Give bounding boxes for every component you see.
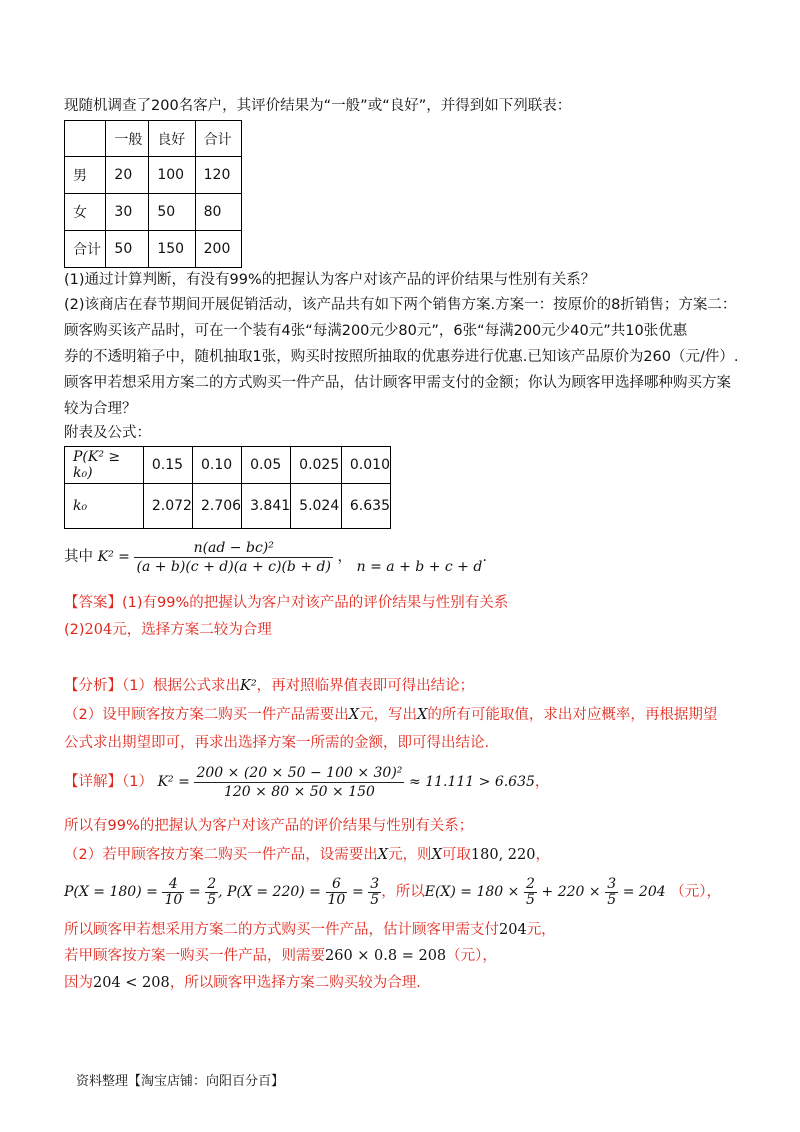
table-cell: 5.024 [291,484,342,529]
analysis-line-1: 【分析】（1）根据公式求出K²，再对照临界值表即可得出结论； [64,678,475,694]
detail-line-4: P(X = 180) = $\frac{4}{10}$ = $\frac{2}{5}$ , P(X = 220) = $\frac{6}{10}$ = $\frac{3}{5}$ ，所以E(X) = 180 × $\frac{2}{5}$ + 220 × $\frac{3}{5}$ = 204 （元）， [64,875,722,908]
question-1: (1)通过计算判断，有没有99%的把握认为客户对该产品的评价结果与性别有关系？ [64,272,596,288]
formula-numerator: n(ad − bc)² [134,539,332,558]
table-cell: 20 [106,157,149,194]
table-cell: 合计 [65,231,106,268]
analysis-tag: 【分析】 [64,678,122,694]
answer-line-1: 【答案】(1)有99%的把握认为客户对该产品的评价结果与性别有关系 [64,595,509,611]
analysis-line-2: （2）设甲顾客按方案二购买一件产品需要出X元，写出X的所有可能取值，求出对应概率，再根据期望 [64,707,718,723]
detail-line-7: 因为204 < 208，所以顾客甲选择方案二购买较为合理. [64,975,421,991]
table-cell: 30 [106,194,149,231]
formula-n-def: n = a + b + c + d [356,559,483,575]
detail-line-5: 所以顾客甲若想采用方案二的方式购买一件产品，估计顾客甲需支付204元， [64,922,556,938]
table-header: 良好 [149,121,195,157]
contingency-table [64,120,242,268]
answer-tag: 【答案】 [64,595,122,611]
critical-value-table [64,446,391,529]
table-title: 附表及公式： [64,425,151,441]
table-cell: 50 [106,231,149,268]
detail-line-2: 所以有99%的把握认为客户对该产品的评价结果与性别有关系； [64,818,474,834]
table-cell: 0.10 [192,447,241,484]
answer-line-2: (2)204元，选择方案二较为合理 [64,622,272,638]
formula: 其中 K² = $\frac{\text{n(ad − bc)²}}{(a + b)(c + d)(a + c)(b + d)}$ ， n = a + b + c + d. [64,539,487,575]
table-cell: 0.025 [291,447,342,484]
formula-lhs: K² = [97,549,130,565]
formula-fraction [134,539,332,576]
question-2-line: (2)该商店在春节期间开展促销活动，该产品共有如下两个销售方案.方案一：按原价的8折销售；方案二： [64,297,737,313]
table-header: 一般 [106,121,149,157]
analysis-line-3: 公式求出期望即可，再求出选择方案一所需的金额，即可得出结论. [64,735,490,751]
table-cell: 2.706 [192,484,241,529]
question-2-line: 顾客购买该产品时，可在一个装有4张“每满200元少80元”，6张“每满200元少40元”共10张优惠 [64,323,688,339]
detail-k2-fraction: $\frac{\text{200 × (20 × 50 − 100 × 30)²}}{120 \times 80 \times 50 \times 150}$ [196,764,403,800]
detail-tag: 【详解】 [64,774,122,790]
question-2-line: 较为合理？ [64,401,137,417]
table-cell: 200 [195,231,241,268]
table-cell: 50 [149,194,195,231]
table-cell: 100 [149,157,195,194]
formula-denominator: (a + b)(c + d)(a + c)(b + d) [136,558,331,575]
detail-line-3: （2）若甲顾客按方案二购买一件产品，设需要出X元，则X可取180, 220， [64,847,550,863]
formula-prefix: 其中 [64,549,93,565]
intro-text: 现随机调查了200名客户，其评价结果为“一般”或“良好”，并得到如下列联表： [64,98,572,114]
table-cell: 0.05 [242,447,291,484]
table-cell: 2.072 [143,484,192,529]
detail-line-1: 【详解】（1） K² = $\frac{\text{200 × (20 × 50 − 100 × 30)²}}{120 \times 80 \times 50 \times 150}$ ≈ 11.111 > 6.635， [64,764,550,800]
table-cell: 6.635 [341,484,390,529]
detail-line-6: 若甲顾客按方案一购买一件产品，则需要260 × 0.8 = 208（元）， [64,948,497,964]
table-cell: 80 [195,194,241,231]
table-cell: 120 [195,157,241,194]
table-cell: 0.010 [341,447,390,484]
table-cell [65,121,106,157]
table-cell: 3.841 [242,484,291,529]
table-cell: 0.15 [143,447,192,484]
table-header: 合计 [195,121,241,157]
question-2-line: 券的不透明箱子中，随机抽取1张，购买时按照所抽取的优惠券进行优惠.已知该产品原价为260（元/件）. [64,349,739,365]
question-2-line: 顾客甲若想采用方案二的方式购买一件产品，估计顾客甲需支付的金额；你认为顾客甲选择哪种购买方案 [64,375,731,391]
footer-source: 资料整理【淘宝店铺：向阳百分百】 [76,1074,285,1089]
table-cell: 男 [65,157,106,194]
table-cell: 女 [65,194,106,231]
table-row-label: k₀ [65,484,144,529]
table-cell: 150 [149,231,195,268]
table-row-label: P(K² ≥ k₀) [65,447,144,484]
